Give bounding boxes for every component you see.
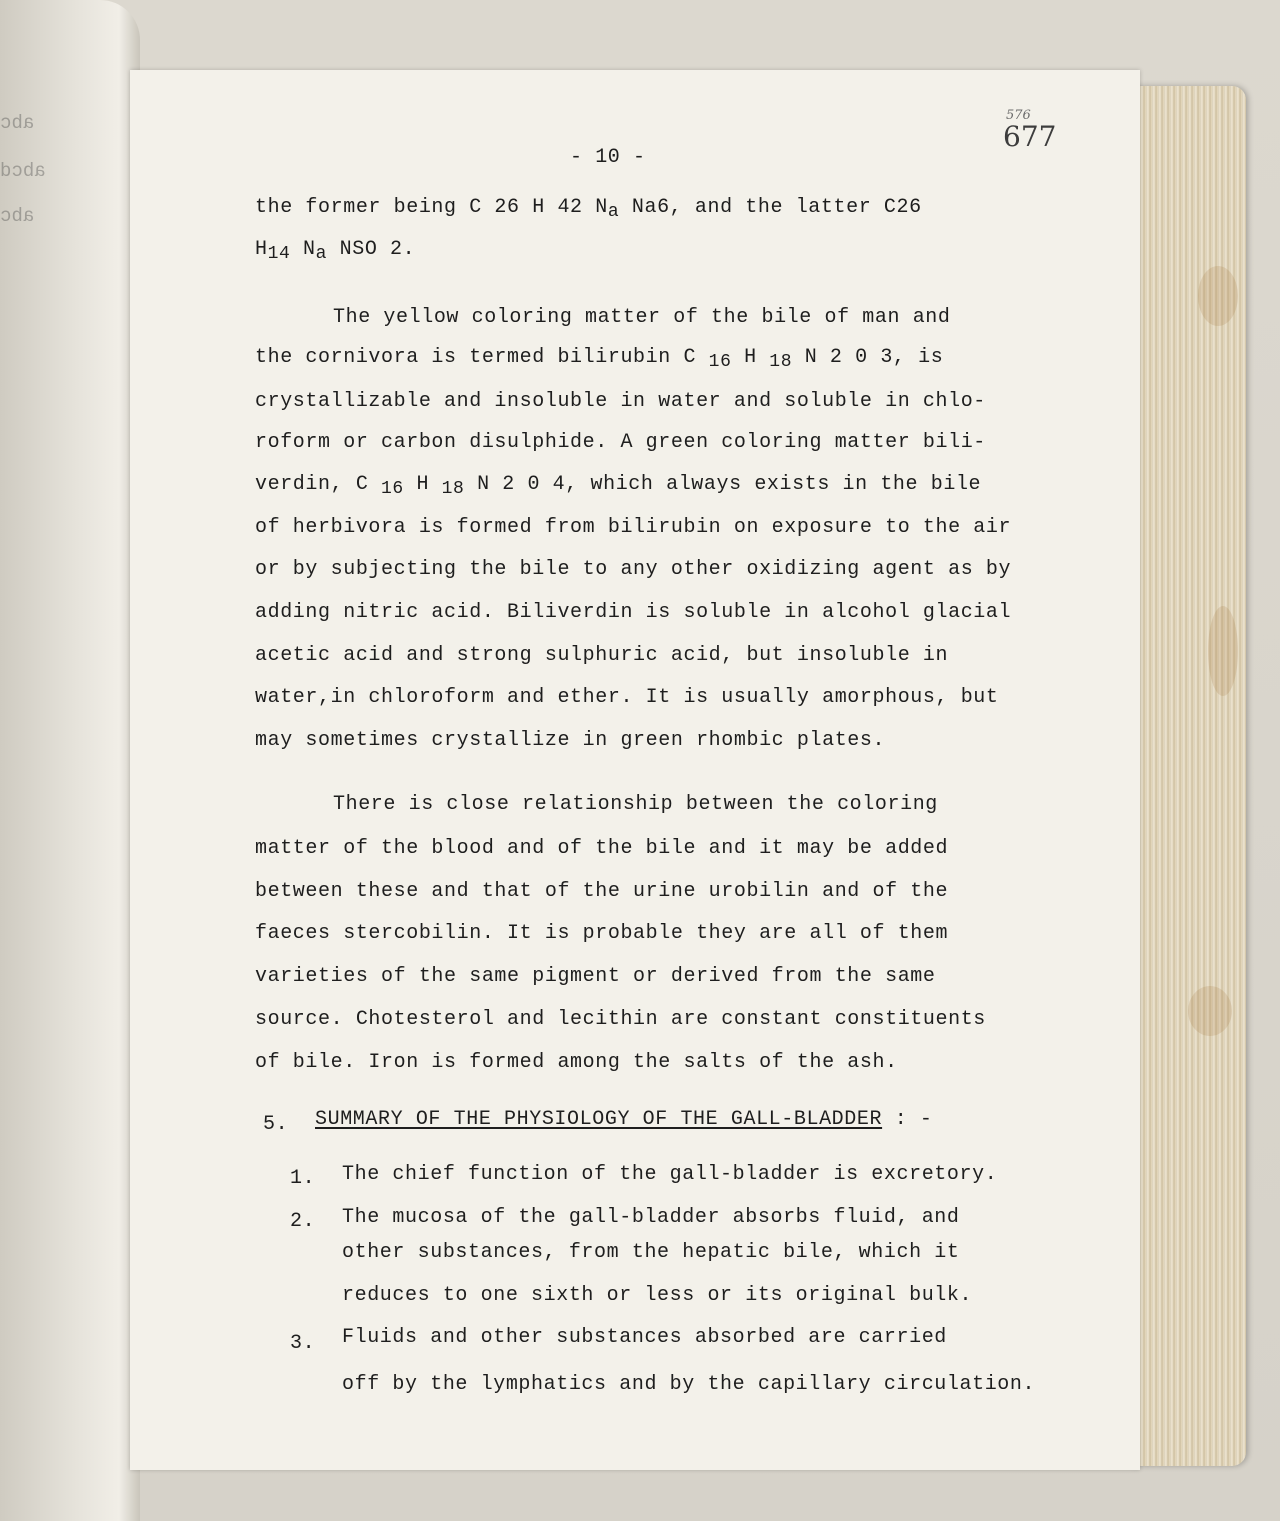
para3-line7: of bile. Iron is formed among the salts of the ash.: [255, 1051, 898, 1074]
item2-line2: other substances, from the hepatic bile, which it: [342, 1241, 960, 1264]
para2-line6: of herbivora is formed from bilirubin on exposure to the air: [255, 516, 1012, 539]
page-number: - 10 -: [570, 146, 646, 169]
para1-line1: the former being C 26 H 42 Na Na6, and the latter C26: [255, 196, 922, 222]
section-title: SUMMARY OF THE PHYSIOLOGY OF THE GALL-BLADDER: [315, 1108, 883, 1131]
page-edge-stack: [1128, 86, 1246, 1466]
para3-line3: between these and that of the urine urobilin and of the: [255, 880, 949, 903]
item2-line1: The mucosa of the gall-bladder absorbs fluid, and: [342, 1206, 960, 1229]
para1-line2: H14 Na NSO 2.: [255, 238, 416, 264]
para2-line5: verdin, C 16 H 18 N 2 0 4, which always exists in the bile: [255, 473, 982, 499]
para3-line1: There is close relationship between the coloring: [333, 793, 938, 816]
item3-line2: off by the lymphatics and by the capillary circulation.: [342, 1373, 1036, 1396]
para2-line2: the cornivora is termed bilirubin C 16 H 18 N 2 0 3, is: [255, 346, 944, 372]
item3-line1: Fluids and other substances absorbed are carried: [342, 1326, 947, 1349]
section-heading: SUMMARY OF THE PHYSIOLOGY OF THE GALL-BLADDER : -: [315, 1108, 933, 1131]
facing-left-page: abc abcd abc: [0, 0, 140, 1521]
stamped-folio-number: 677: [1003, 120, 1057, 153]
para2-line4: roform or carbon disulphide. A green coloring matter bili-: [255, 431, 986, 454]
para2-line11: may sometimes crystallize in green rhombic plates.: [255, 729, 886, 752]
para2-line7: or by subjecting the bile to any other oxidizing agent as by: [255, 558, 1012, 581]
para3-line4: faeces stercobilin. It is probable they are all of them: [255, 922, 949, 945]
para3-line2: matter of the blood and of the bile and it may be added: [255, 837, 949, 860]
item3-number: 3.: [290, 1332, 316, 1355]
para2-line9: acetic acid and strong sulphuric acid, but insoluble in: [255, 644, 949, 667]
para2-line3: crystallizable and insoluble in water and soluble in chlo-: [255, 390, 986, 413]
para2-line1: The yellow coloring matter of the bile of man and: [333, 306, 951, 329]
item1-line1: The chief function of the gall-bladder is excretory.: [342, 1163, 998, 1186]
item1-number: 1.: [290, 1167, 316, 1190]
para3-line5: varieties of the same pigment or derived from the same: [255, 965, 936, 988]
para3-line6: source. Chotesterol and lecithin are constant constituents: [255, 1008, 986, 1031]
item2-line3: reduces to one sixth or less or its original bulk.: [342, 1284, 973, 1307]
section-number: 5.: [263, 1113, 289, 1136]
manuscript-folio-number: 576: [1006, 108, 1031, 123]
para2-line8: adding nitric acid. Biliverdin is soluble in alcohol glacial: [255, 601, 1012, 624]
item2-number: 2.: [290, 1210, 316, 1233]
para2-line10: water,in chloroform and ether. It is usually amorphous, but: [255, 686, 999, 709]
